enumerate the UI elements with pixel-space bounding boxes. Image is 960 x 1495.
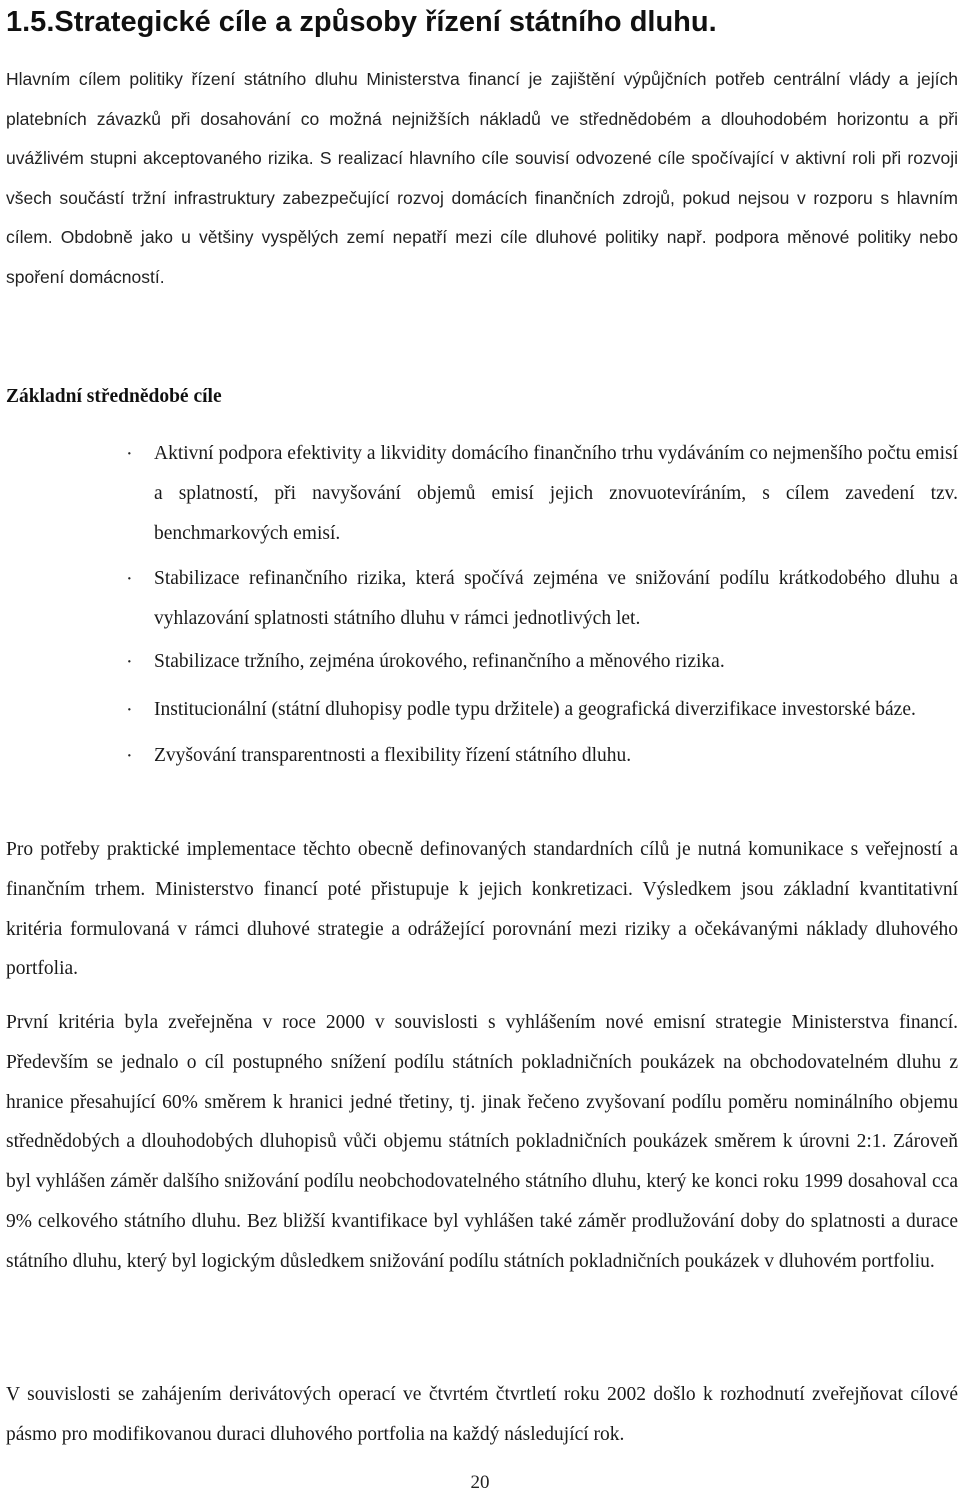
list-item [6, 690, 958, 730]
list-item [6, 559, 958, 639]
bullet-icon: · [126, 568, 133, 590]
bullet-icon: · [126, 699, 133, 721]
list-item-text: Aktivní podpora efektivity a likvidity domácího finančního trhu vydáváním co nejmenšího počtu emisí a splatností, při navyšování objemů emisí jejich znovuotevíráním, s cílem zavedení tzv. benchmarkových emisí. [154, 443, 958, 544]
intro-paragraph: Hlavním cílem politiky řízení státního dluhu Ministerstva financí je zajištění výpůjčních potřeb centrální vlády a jejích platebních závazků při dosahování co možná nejnižších nákladů ve střednědobém a dlouhodobém horizontu a při uvážlivém stupni akceptovaného rizika. S realizací hlavního cíle souvisí odvozené cíle spočívající v aktivní roli při rozvoji všech součástí tržní infrastruktury zabezpečující rozvoj domácích finančních zdrojů, pokud nejsou v rozporu s hlavním cílem. Obdobně jako u většiny vyspělých zemí nepatří mezi cíle dluhové politiky např. podpora měnové politiky nebo spoření domácností. [6, 69, 958, 287]
list-item [6, 642, 958, 682]
list-item [6, 434, 958, 554]
list-item-text: Institucionální (státní dluhopisy podle typu držitele) a geografická diverzifikace investorské báze. [154, 699, 916, 720]
bullet-icon: · [126, 443, 133, 465]
list-item [6, 736, 958, 776]
body-paragraph: Pro potřeby praktické implementace těchto obecně definovaných standardních cílů je nutná komunikace s veřejností a finančním trhem. Ministerstvo financí poté přistupuje k jejich konkretizaci. Výsledkem jsou základní kvantitativní kritéria formulovaná v rámci dluhové strategie a odrážející porovnání mezi riziky a očekávanými náklady dluhového portfolia. [6, 839, 958, 980]
bullet-icon: · [126, 651, 133, 673]
body-paragraph: V souvislosti se zahájením derivátových operací ve čtvrtém čtvrtletí roku 2002 došlo k rozhodnutí zveřejňovat cílové pásmo pro modifikovanou duraci dluhového portfolia na každý následující rok. [6, 1384, 958, 1445]
goals-list [6, 434, 958, 776]
page-number: 20 [470, 1472, 490, 1493]
body-paragraph: První kritéria byla zveřejněna v roce 2000 v souvislosti s vyhlášením nové emisní strategie Ministerstva financí. Především se jednalo o cíl postupného snížení podílu státních pokladničních poukázek na obchodovatelném dluhu z hranice přesahující 60% směrem k hranici jedné třetiny, tj. jinak řečeno zvyšovaní podílu poměru nominálního objemu střednědobých a dlouhodobých dluhopisů vůči objemu státních pokladničních poukázek směrem k úrovni 2:1. Zároveň byl vyhlášen záměr dalšího snižování podílu neobchodovatelného státního dluhu, který ke konci roku 1999 dosahoval cca 9% celkového státního dluhu. Bez bližší kvantifikace byl vyhlášen také záměr prodlužování doby do splatnosti a durace státního dluhu, který byl logickým důsledkem snižování podílu státních pokladničních poukázek v dluhovém portfoliu. [6, 1012, 958, 1272]
subsection-heading: Základní střednědobé cíle [6, 386, 222, 407]
bullet-icon: · [126, 745, 133, 767]
list-item-text: Stabilizace refinančního rizika, která spočívá zejména ve snižování podílu krátkodobého dluhu a vyhlazování splatnosti státního dluhu v rámci jednotlivých let. [154, 568, 958, 629]
list-item-text: Zvyšování transparentnosti a flexibility řízení státního dluhu. [154, 745, 632, 766]
list-item-text: Stabilizace tržního, zejména úrokového, refinančního a měnového rizika. [154, 651, 725, 672]
section-heading: 1.5.Strategické cíle a způsoby řízení státního dluhu. [6, 6, 717, 38]
